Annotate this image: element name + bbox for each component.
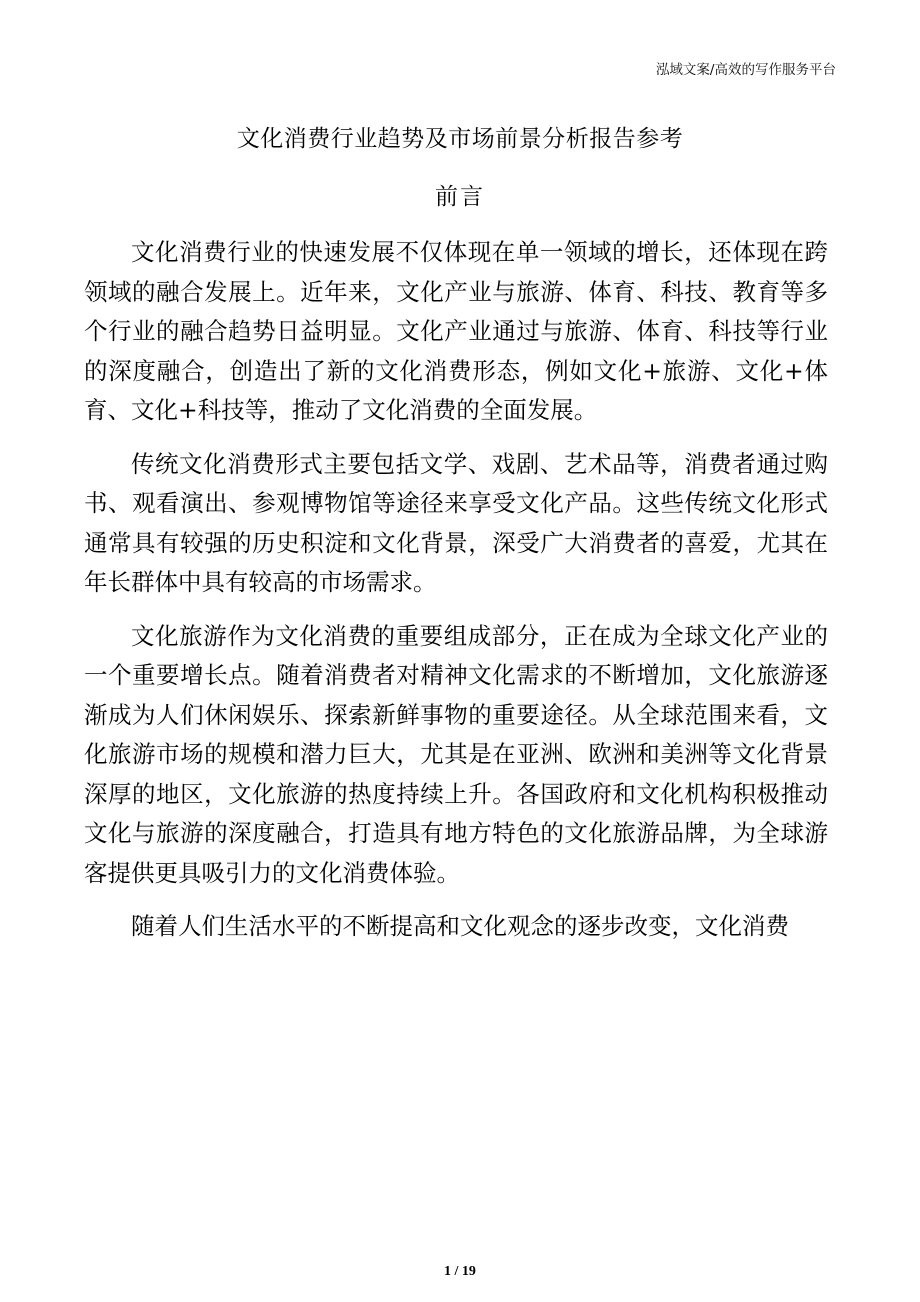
paragraph-1: 文化消费行业的快速发展不仅体现在单一领域的增长，还体现在跨领域的融合发展上。近年来，文化产业与旅游、体育、科技、教育等多个行业的融合趋势日益明显。文化产业通过与旅游、体育、科技等行业的深度融合，创造出了新的文化消费形态，例如文化+旅游、文化+体育、文化+科技等，推动了文化消费的全面发展。 <box>84 238 828 424</box>
section-heading-preface: 前言 <box>435 184 485 210</box>
document-title: 文化消费行业趋势及市场前景分析报告参考 <box>236 126 684 152</box>
paragraph-2: 传统文化消费形式主要包括文学、戏剧、艺术品等，消费者通过购书、观看演出、参观博物馆等途径来享受文化产品。这些传统文化形式通常具有较强的历史积淀和文化背景，深受广大消费者的喜爱，尤其在年长群体中具有较高的市场需求。 <box>84 449 828 596</box>
header-brand-text: 泓域文案/高效的写作服务平台 <box>655 62 836 78</box>
page-number: 1 / 19 <box>444 1264 476 1279</box>
document-body <box>84 233 828 961</box>
paragraph-3: 文化旅游作为文化消费的重要组成部分，正在成为全球文化产业的一个重要增长点。随着消费者对精神文化需求的不断增加，文化旅游逐渐成为人们休闲娱乐、探索新鲜事物的重要途径。从全球范围来看，文化旅游市场的规模和潜力巨大，尤其是在亚洲、欧洲和美洲等文化背景深厚的地区，文化旅游的热度持续上升。各国政府和文化机构积极推动文化与旅游的深度融合，打造具有地方特色的文化旅游品牌，为全球游客提供更具吸引力的文化消费体验。 <box>84 621 828 887</box>
paragraph-4: 随着人们生活水平的不断提高和文化观念的逐步改变，文化消费 <box>131 912 789 940</box>
